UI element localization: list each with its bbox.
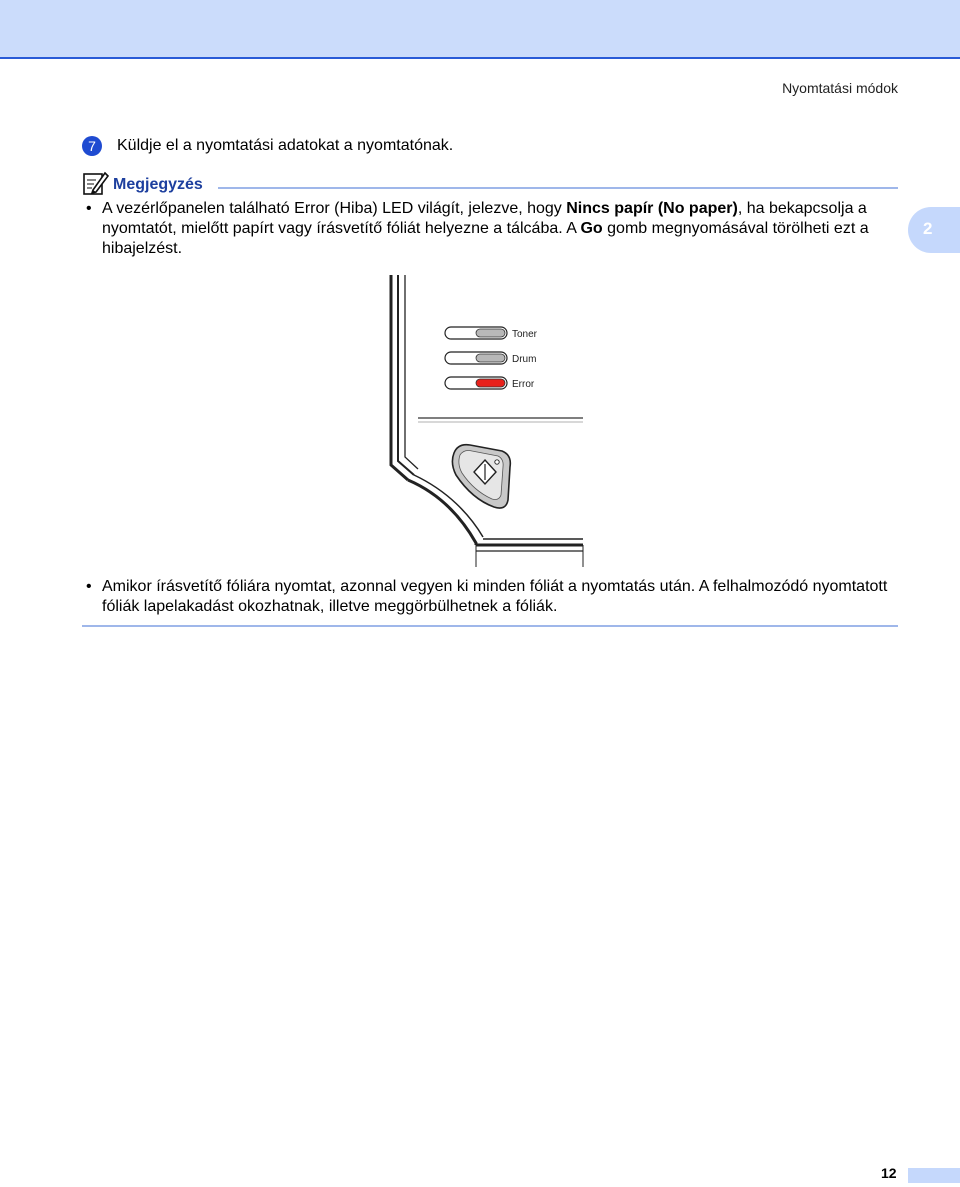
- bullet-1-bold-go: Go: [580, 220, 603, 237]
- bullet-1-text-c: gomb megnyomásával törölheti ezt a hibajelzést.: [102, 220, 869, 257]
- led-toner-label: Toner: [512, 329, 538, 340]
- bullet-1-text-b: , ha bekapcsolja a nyomtatót, mielőtt papírt vagy írásvetítő fóliát helyezne a tálcába. A: [102, 200, 867, 237]
- chapter-number: 2: [923, 219, 933, 238]
- note-title: Megjegyzés: [113, 176, 203, 193]
- led-drum: [445, 352, 536, 365]
- control-panel-illustration: [388, 275, 588, 570]
- page-number: 12: [881, 1165, 897, 1181]
- note-rule: [218, 187, 898, 189]
- led-error: [445, 377, 535, 390]
- bullet-1-bold-no-paper: Nincs papír (No paper): [566, 200, 738, 217]
- led-error-label: Error: [512, 379, 535, 390]
- step-number-badge: 7: [82, 136, 102, 156]
- led-drum-label: Drum: [512, 354, 537, 365]
- section-title: Nyomtatási módok: [782, 80, 898, 96]
- note-header: [82, 170, 898, 196]
- go-button[interactable]: [452, 445, 510, 508]
- note-end-rule: [82, 625, 898, 627]
- header-band: [0, 0, 960, 59]
- bullet-1-text-a: A vezérlőpanelen található Error (Hiba) LED világít, jelezve, hogy: [102, 200, 567, 217]
- step-text: Küldje el a nyomtatási adatokat a nyomtatónak.: [117, 137, 454, 154]
- led-toner: [445, 327, 538, 340]
- note-bullet-2: [86, 577, 898, 617]
- bullet-marker: •: [86, 200, 92, 217]
- step-7: [82, 135, 453, 157]
- note-bullet-1: [86, 199, 898, 259]
- page-tab: [908, 1168, 960, 1183]
- note-pencil-icon: [82, 170, 110, 196]
- chapter-tab: [908, 207, 960, 253]
- bullet-marker: •: [86, 578, 92, 595]
- bullet-2-text: Amikor írásvetítő fóliára nyomtat, azonnal vegyen ki minden fóliát a nyomtatás után. A felhalmozódó nyomtatott fóliák lapelakadást okozhatnak, illetve meggörbülhetnek a fóliák.: [102, 578, 888, 615]
